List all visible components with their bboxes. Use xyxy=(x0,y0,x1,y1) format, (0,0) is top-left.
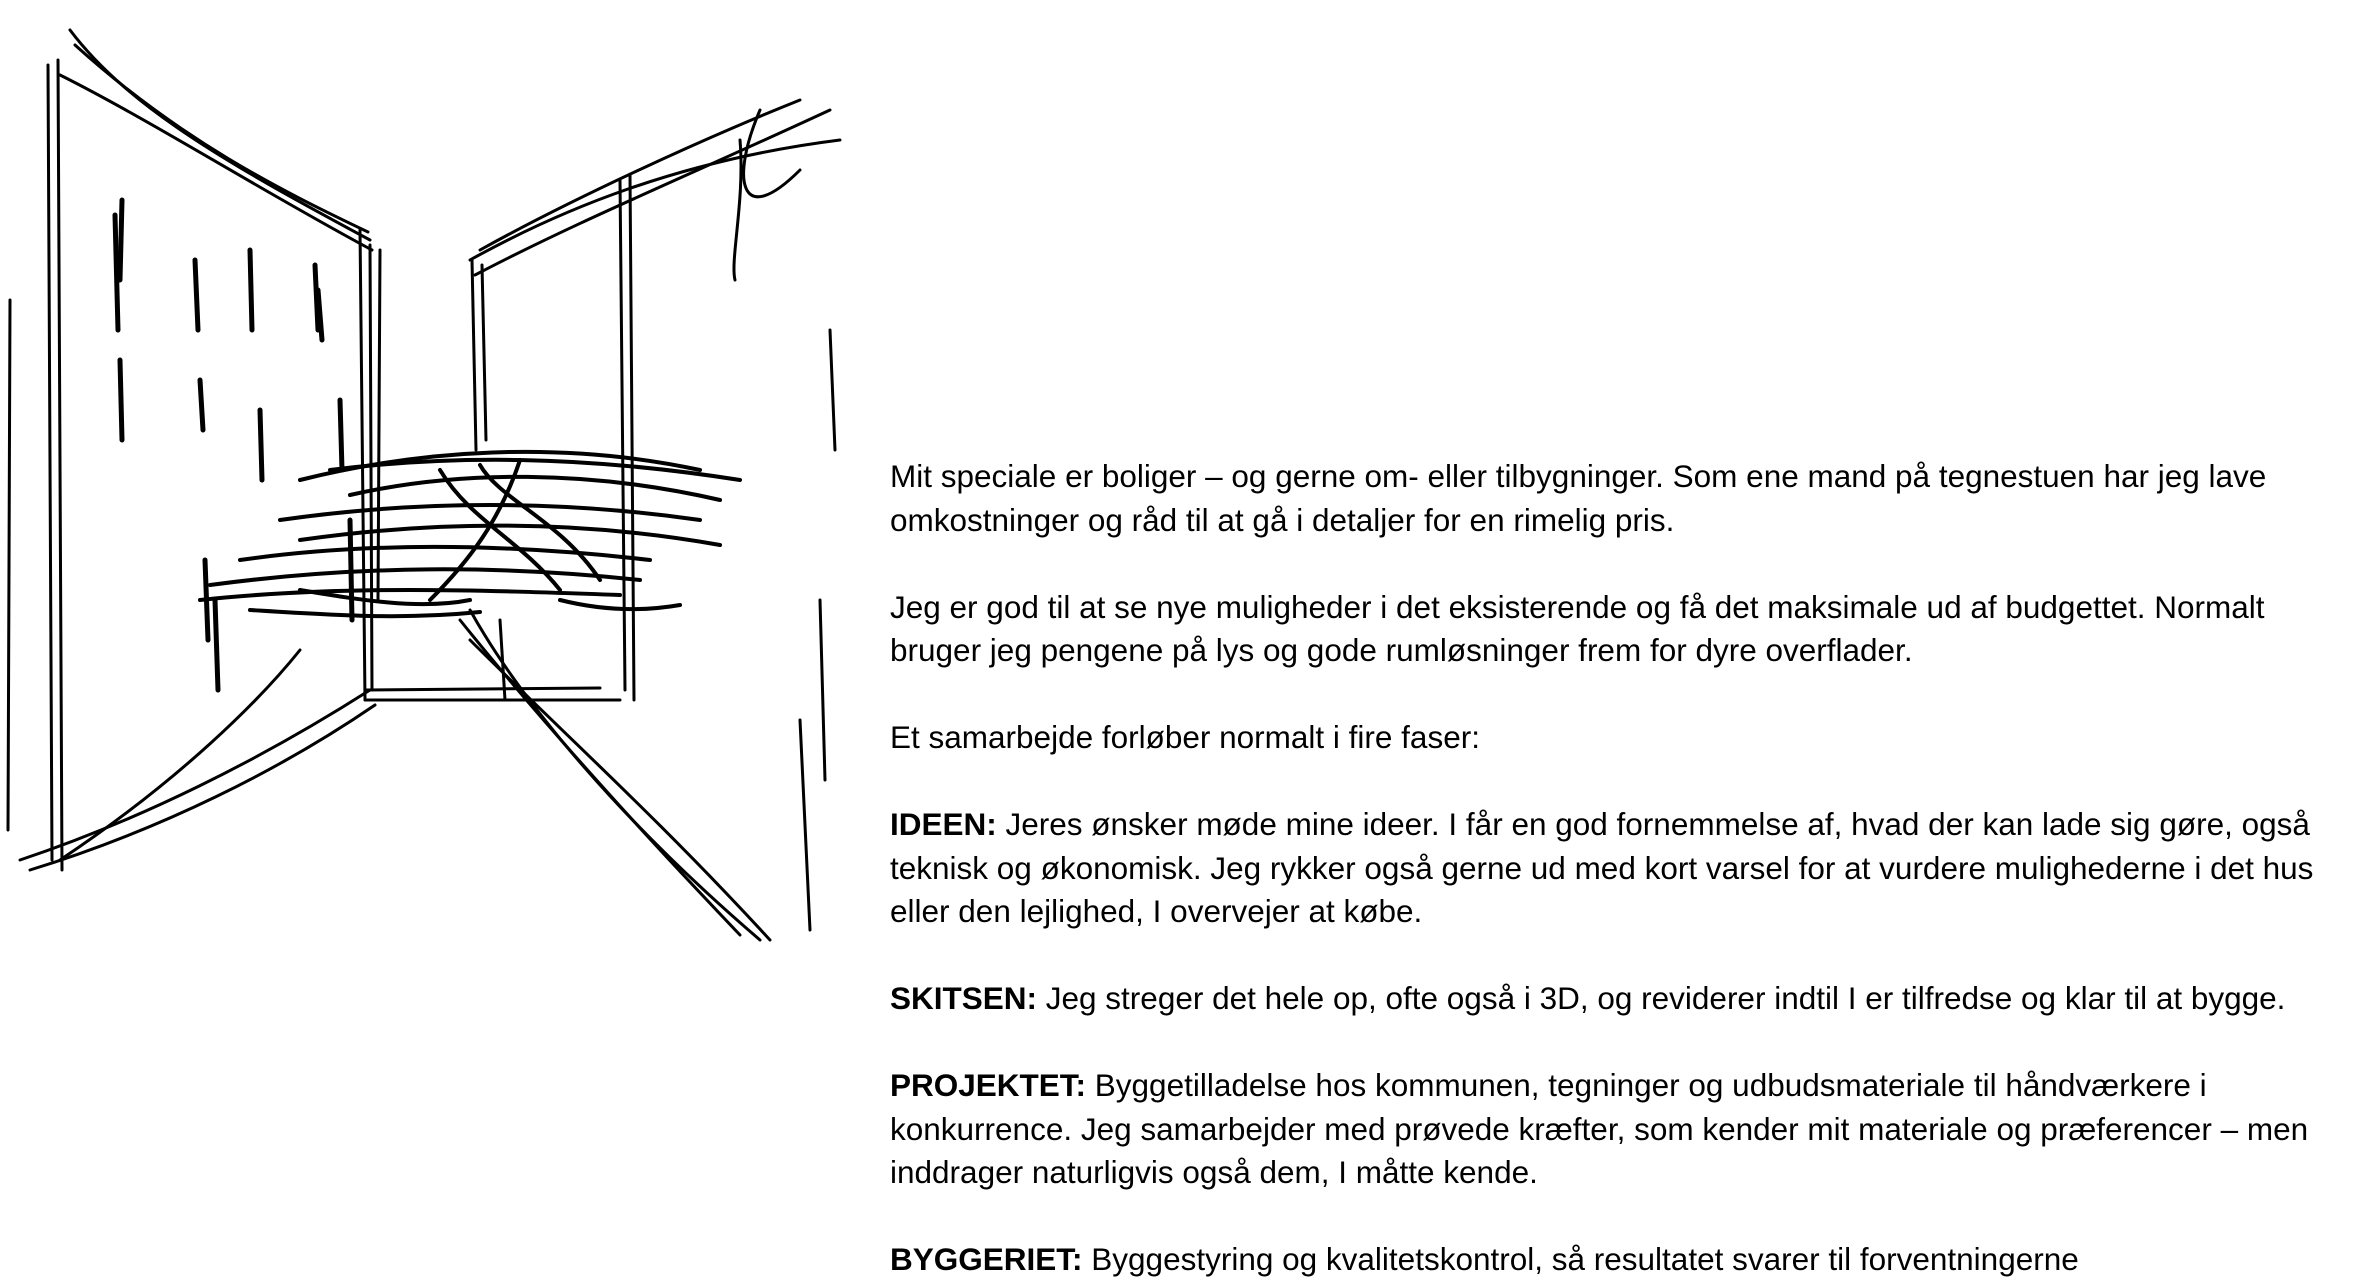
phase-text: Jeres ønsker møde mine ideer. I får en god fornemmelse af, hvad der kan lade sig gøre, også teknisk og økonomisk. Jeg rykker også gerne ud med kort varsel for at vurdere mulighederne i det hus eller den lejlighed, I overvejer at købe. xyxy=(890,806,2314,929)
ceiling-scribble xyxy=(200,452,740,616)
phase-ideen xyxy=(890,803,2350,934)
phase-projektet xyxy=(890,1064,2350,1195)
floor-strokes xyxy=(60,610,770,940)
paragraph xyxy=(890,716,2350,760)
room-sketch-illustration xyxy=(0,0,850,950)
paragraph-text: Mit speciale er boliger – og gerne om- eller tilbygninger. Som ene mand på tegnestuen har jeg lave omkostninger og råd til at gå i detaljer for en rimelig pris. xyxy=(890,458,2267,538)
phase-label: BYGGERIET: xyxy=(890,1241,1083,1277)
phase-text: Jeg streger det hele op, ofte også i 3D, og reviderer indtil I er tilfredse og klar til at bygge. xyxy=(1037,980,2286,1016)
phase-skitsen xyxy=(890,977,2350,1021)
paragraph-text: Et samarbejde forløber normalt i fire faser: xyxy=(890,719,1480,755)
phase-text: Byggestyring og kvalitetskontrol, så resultatet svarer til forventningerne xyxy=(1082,1241,2079,1277)
phase-label: SKITSEN: xyxy=(890,980,1038,1016)
body-text xyxy=(890,455,2350,1282)
left-wall-strokes xyxy=(8,30,380,870)
paragraph-text: Jeg er god til at se nye muligheder i det eksisterende og få det maksimale ud af budgettet. Normalt bruger jeg pengene på lys og gode rumløsninger frem for dyre overflader. xyxy=(890,588,2265,668)
phase-byggeriet xyxy=(890,1238,2350,1282)
phase-label: PROJEKTET: xyxy=(890,1067,1087,1103)
phase-label: IDEEN: xyxy=(890,806,997,842)
paragraph xyxy=(890,455,2350,542)
paragraph xyxy=(890,586,2350,673)
left-wall-texture xyxy=(115,200,352,690)
phase-text: Byggetilladelse hos kommunen, tegninger og udbudsmateriale til håndværkere i konkurrence. Jeg samarbejder med prøvede kræfter, som kender mit materiale og præferencer – men inddrager naturligvis også dem, I måtte kende. xyxy=(890,1067,2309,1190)
